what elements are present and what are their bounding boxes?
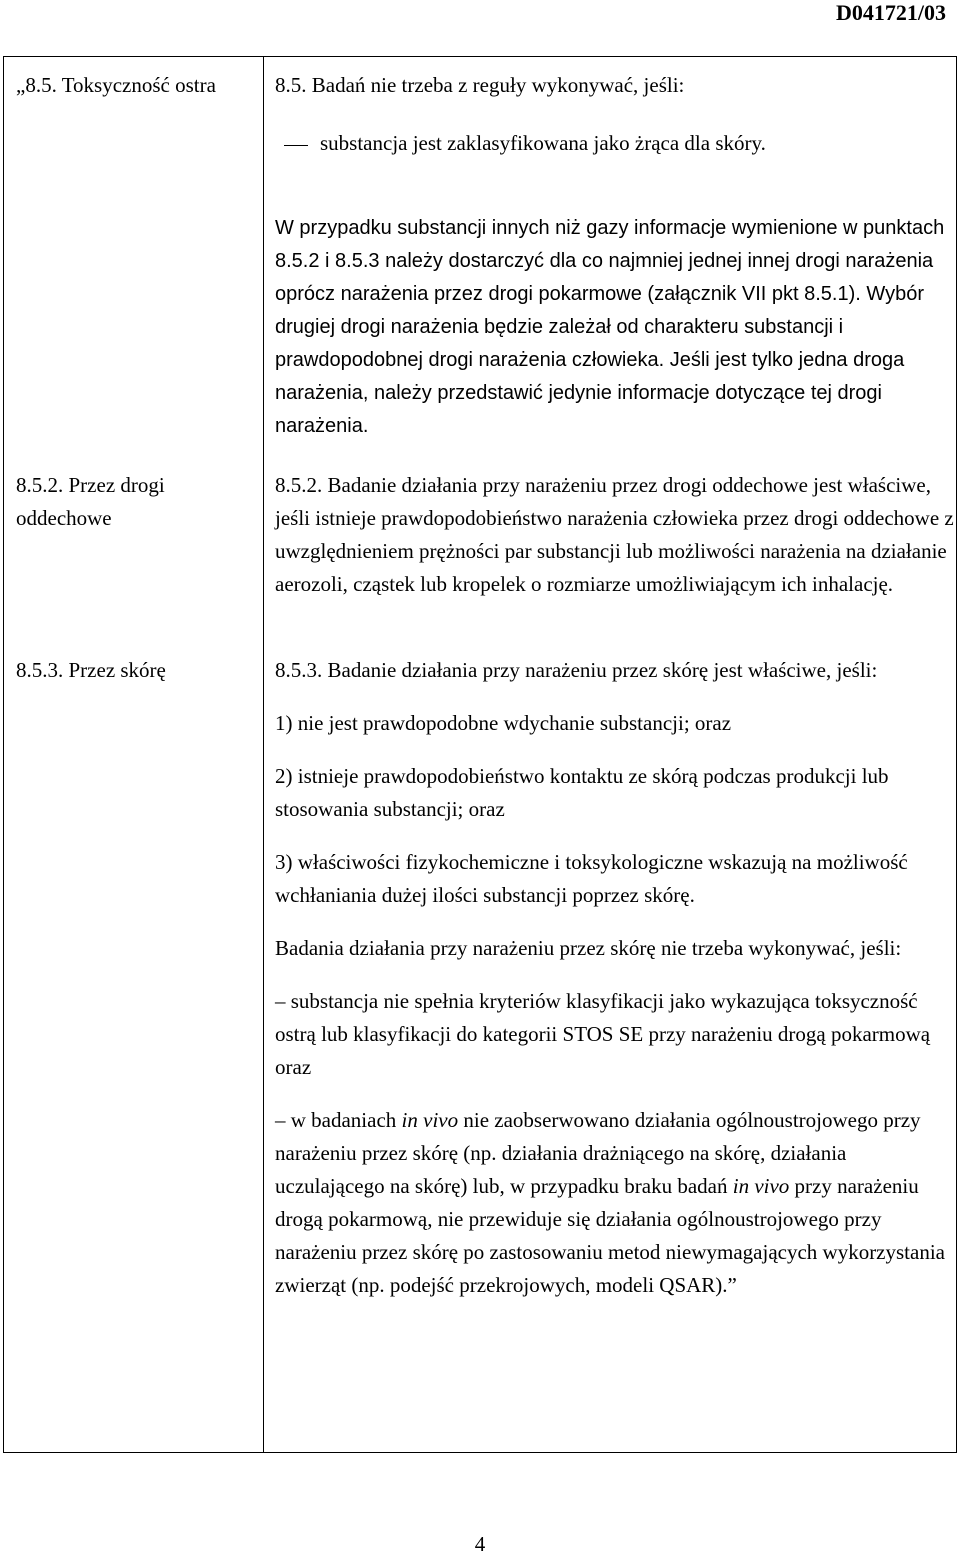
text-span: nie zaobserwowano działania ogólnoustrojowego przy narażeniu przez skórę (np. działania drażniącego na skórę, działania uczulającego na skórę) lub, w przypadku braku badań [275,1108,921,1198]
text-span: przy narażeniu drogą pokarmową, nie przewiduje się działania ogólnoustrojowego przy narażeniu przez skórę po zastosowaniu metod niewymagających wykorzystania zwierząt (np. podejść przekrojowych, modeli QSAR).” [275,1174,945,1297]
dash-icon [284,145,308,146]
italic-text: in vivo [732,1174,790,1198]
paragraph: W przypadku substancji innych niż gazy informacje wymienione w punktach 8.5.2 i 8.5.3 należy dostarczyć dla co najmniej jednej innej drogi narażenia oprócz narażenia przez drogi pokarmowe (załącznik VII pkt 8.5.1). Wybór drugiej drogi narażenia będzie zależał od charakteru substancji i prawdopodobnej drogi narażenia człowieka. Jeśli jest tylko jedna droga narażenia, należy przedstawić jedynie informacje dotyczące tej drogi narażenia. [275,217,945,437]
list-item: 1) nie jest prawdopodobne wdychanie substancji; oraz [275,711,732,735]
list-item: – substancja nie spełnia kryteriów klasyfikacji jako wykazująca toksyczność ostrą lub klasyfikacji do kategorii STOS SE przy narażeniu drogą pokarmową oraz [275,989,931,1079]
row-label-inhalation: 8.5.2. Przez drogi oddechowe [16,473,165,530]
list-item: 3) właściwości fizykochemiczne i toksykologiczne wskazują na możliwość wchłaniania dużej ilości substancji poprzez skórę. [275,850,908,907]
text-span: – w badaniach [275,1108,402,1132]
row-cell-inhalation [275,469,955,601]
paragraph: 8.5. Badań nie trzeba z reguły wykonywać, jeśli: [275,73,685,97]
list-item [275,127,955,160]
row-cell-dermal [275,654,955,1302]
row-label-dermal: 8.5.3. Przez skórę [16,658,166,682]
paragraph: 8.5.2. Badanie działania przy narażeniu przez drogi oddechowe jest właściwe, jeśli istnieje prawdopodobieństwo narażenia człowieka przez drogi oddechowe z uwzględnieniem prężności par substancji lub możliwości narażenia na działanie aerozoli, cząstek lub kropelek o rozmiarze umożliwiającym ich inhalację. [275,473,954,596]
italic-text: in vivo [401,1108,459,1132]
paragraph: 8.5.3. Badanie działania przy narażeniu przez skórę jest właściwe, jeśli: [275,658,878,682]
list-item: 2) istnieje prawdopodobieństwo kontaktu ze skórą podczas produkcji lub stosowania substancji; oraz [275,764,889,821]
row-label-toxicity: „8.5. Toksyczność ostra [16,73,216,97]
row-cell-toxicity [275,69,955,443]
content-table [3,56,957,1453]
column-divider [263,57,264,1452]
page-number: 4 [474,1532,486,1556]
document-id: D041721/03 [836,0,946,25]
list-item-text: substancja jest zaklasyfikowana jako żrąca dla skóry. [320,131,766,155]
paragraph: Badania działania przy narażeniu przez skórę nie trzeba wykonywać, jeśli: [275,936,902,960]
list-item [275,1104,955,1302]
